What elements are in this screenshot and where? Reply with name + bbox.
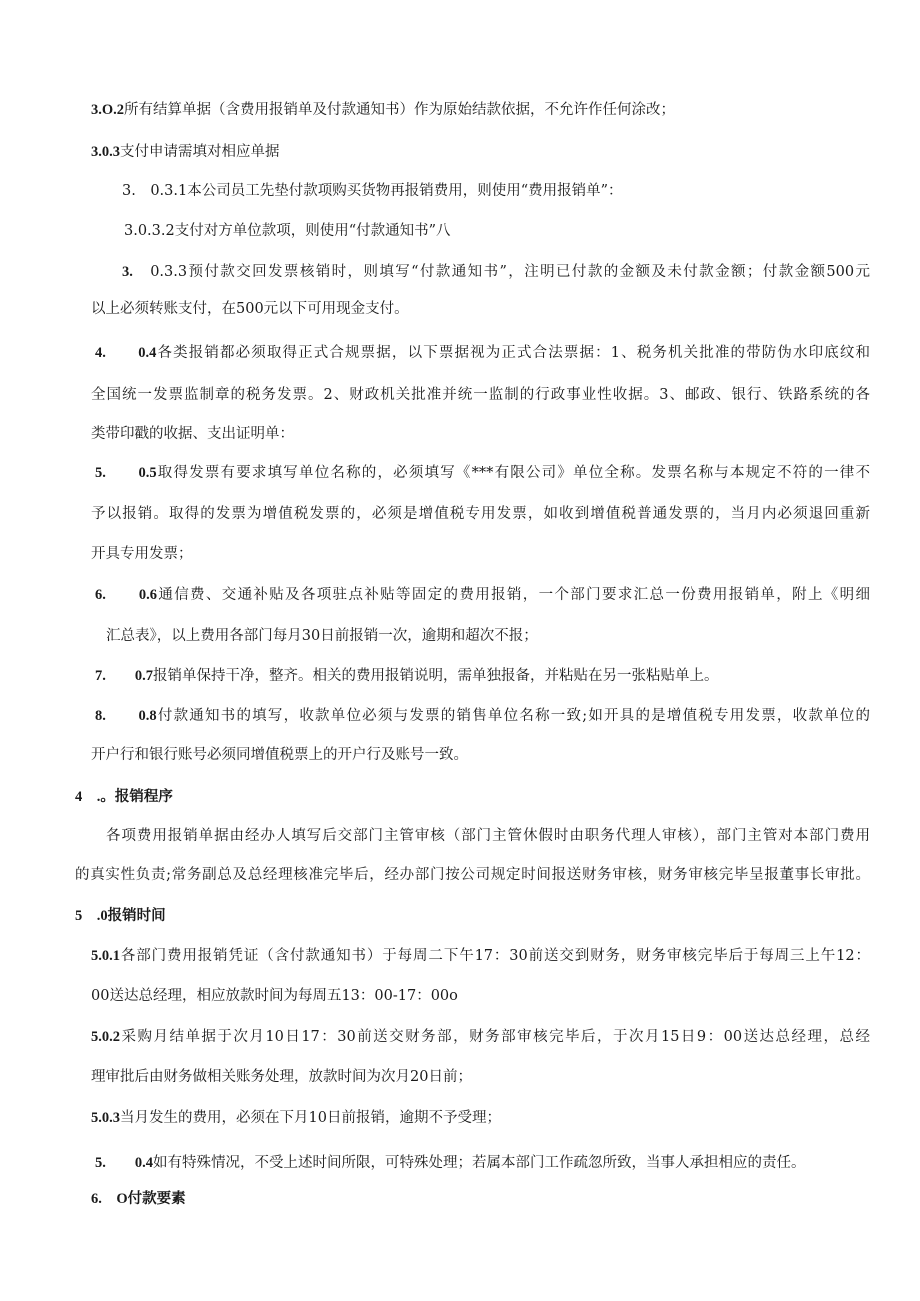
clause-lead: 3. — [122, 264, 133, 280]
procedure-paragraph-line2: 的真实性负责;常务副总及总经理核准完毕后，经办部门按公司规定时间报送财务审核，财务审核完毕呈报董事长审批。 — [75, 867, 870, 883]
clause-text: 支付申请需填对相应单据 — [120, 144, 280, 160]
clause-3-0-3-2: 3.0.3.2支付对方单位款项，则使用“付款通知书”八 — [124, 223, 451, 239]
clause-text: 如有特殊情况，不受上述时间所限，可特殊处理；若属本部门工作疏忽所致，当事人承担相应的责任。 — [153, 1155, 806, 1171]
clause-3-0-3-1: 3. 0.3.1本公司员工先垫付款项购买货物再报销费用，则使用“费用报销单”： — [122, 183, 623, 199]
clause-text: 通信费、交通补贴及各项驻点补贴等固定的费用报销，一个部门要求汇总一份费用报销单，附上《明细 — [157, 587, 870, 603]
clause-lead: 5. — [95, 465, 106, 481]
clause-text: 各类报销都必须取得正式合规票据，以下票据视为正式合法票据：1、税务机关批准的带防伪水印底纹和 — [156, 345, 870, 361]
clause-text: 当月发生的费用，必须在下月10日前报销，逾期不予受理； — [120, 1110, 501, 1126]
clause-number: 0.5 — [138, 465, 157, 481]
clause-number: 0.4 — [134, 1155, 153, 1171]
clause-text: 采购月结单据于次月10日17：30前送交财务部，财务部审核完毕后，于次月15日9：00送达总经理，总经 — [120, 1029, 870, 1045]
clause-6-0-6-line2: 汇总表》，以上费用各部门每月30日前报销一次，逾期和超次不报； — [106, 628, 538, 644]
clause-number: 0.6 — [138, 587, 158, 603]
clause-number: 5.0.1 — [91, 948, 120, 964]
clause-8-0-8-line2: 开户行和银行账号必须同增值税票上的开户行及账号一致。 — [91, 747, 468, 763]
clause-5-0-3 — [91, 1108, 501, 1128]
clause-3-0-3 — [91, 142, 280, 162]
clause-6-0-6-line1 — [95, 585, 870, 605]
clause-text: 付款通知书的填写，收款单位必须与发票的销售单位名称一致;如开具的是增值税专用发票，收款单位的 — [156, 708, 870, 724]
clause-5-0-5-line3: 开具专用发票； — [91, 546, 193, 562]
clause-number: 3.0.3 — [91, 144, 120, 160]
clause-lead: 5. — [95, 1155, 106, 1171]
clause-3-0-2 — [91, 100, 675, 120]
clause-number: 5.0.2 — [91, 1029, 120, 1045]
clause-text: 各部门费用报销凭证（含付款通知书）于每周二下午17：30前送交到财务，财务审核完毕后于每周三上午12： — [120, 948, 870, 964]
clause-5-0-5-line1 — [95, 463, 870, 483]
clause-3-0-3-3-line1 — [122, 262, 870, 282]
clause-number: 3.O.2 — [91, 102, 125, 118]
clause-lead: 6. — [95, 587, 106, 603]
section-heading-5: 5 .0报销时间 — [75, 908, 166, 924]
clause-number: 0.4 — [138, 345, 157, 361]
clause-number: 0.8 — [138, 708, 157, 724]
clause-text: 报销单保持干净，整齐。相关的费用报销说明，需单独报备，并粘贴在另一张粘贴单上。 — [153, 668, 719, 684]
clause-text: 0.3.3预付款交回发票核销时，则填写“付款通知书”，注明已付款的金额及未付款金额；付款金额500元 — [150, 264, 870, 280]
clause-text: 取得发票有要求填写单位名称的，必须填写《***有限公司》单位全称。发票名称与本规定不符的一律不 — [156, 465, 870, 481]
clause-5-0-4 — [95, 1153, 806, 1173]
clause-8-0-8-line1 — [95, 706, 870, 726]
clause-lead: 4. — [95, 345, 106, 361]
procedure-paragraph-line1: 各项费用报销单据由经办人填写后交部门主管审核（部门主管休假时由职务代理人审核），部门主管对本部门费用 — [106, 828, 870, 844]
clause-5-0-1-line2: 00送达总经理，相应放款时间为每周五13：00-17：00o — [91, 988, 458, 1004]
clause-5-0-5-line2: 予以报销。取得的发票为增值税发票的，必须是增值税专用发票，如收到增值税普通发票的，当月内必须退回重新 — [91, 506, 870, 522]
section-heading-6: 6. O付款要素 — [91, 1191, 186, 1207]
clause-lead: 7. — [95, 668, 106, 684]
section-heading-4: 4 .。报销程序 — [75, 789, 173, 805]
clause-text: 所有结算单据（含费用报销单及付款通知书）作为原始结款依据，不允许作任何涂改； — [124, 102, 676, 118]
clause-lead: 8. — [95, 708, 106, 724]
clause-number: 0.7 — [134, 668, 153, 684]
clause-7-0-7 — [95, 666, 719, 686]
clause-5-0-1-line1 — [91, 946, 870, 966]
clause-3-0-3-3-line2: 以上必须转账支付，在500元以下可用现金支付。 — [91, 301, 409, 317]
clause-4-0-4-line2: 全国统一发票监制章的税务发票。2、财政机关批准并统一监制的行政事业性收据。3、邮政、银行、铁路系统的各 — [91, 387, 870, 403]
clause-5-0-2-line1 — [91, 1027, 870, 1047]
clause-4-0-4-line1 — [95, 343, 870, 363]
clause-4-0-4-line3: 类带印戳的收据、支出证明单： — [91, 426, 294, 442]
clause-number: 5.0.3 — [91, 1110, 120, 1126]
clause-5-0-2-line2: 理审批后由财务做相关账务处理，放款时间为次月20日前； — [91, 1069, 472, 1085]
